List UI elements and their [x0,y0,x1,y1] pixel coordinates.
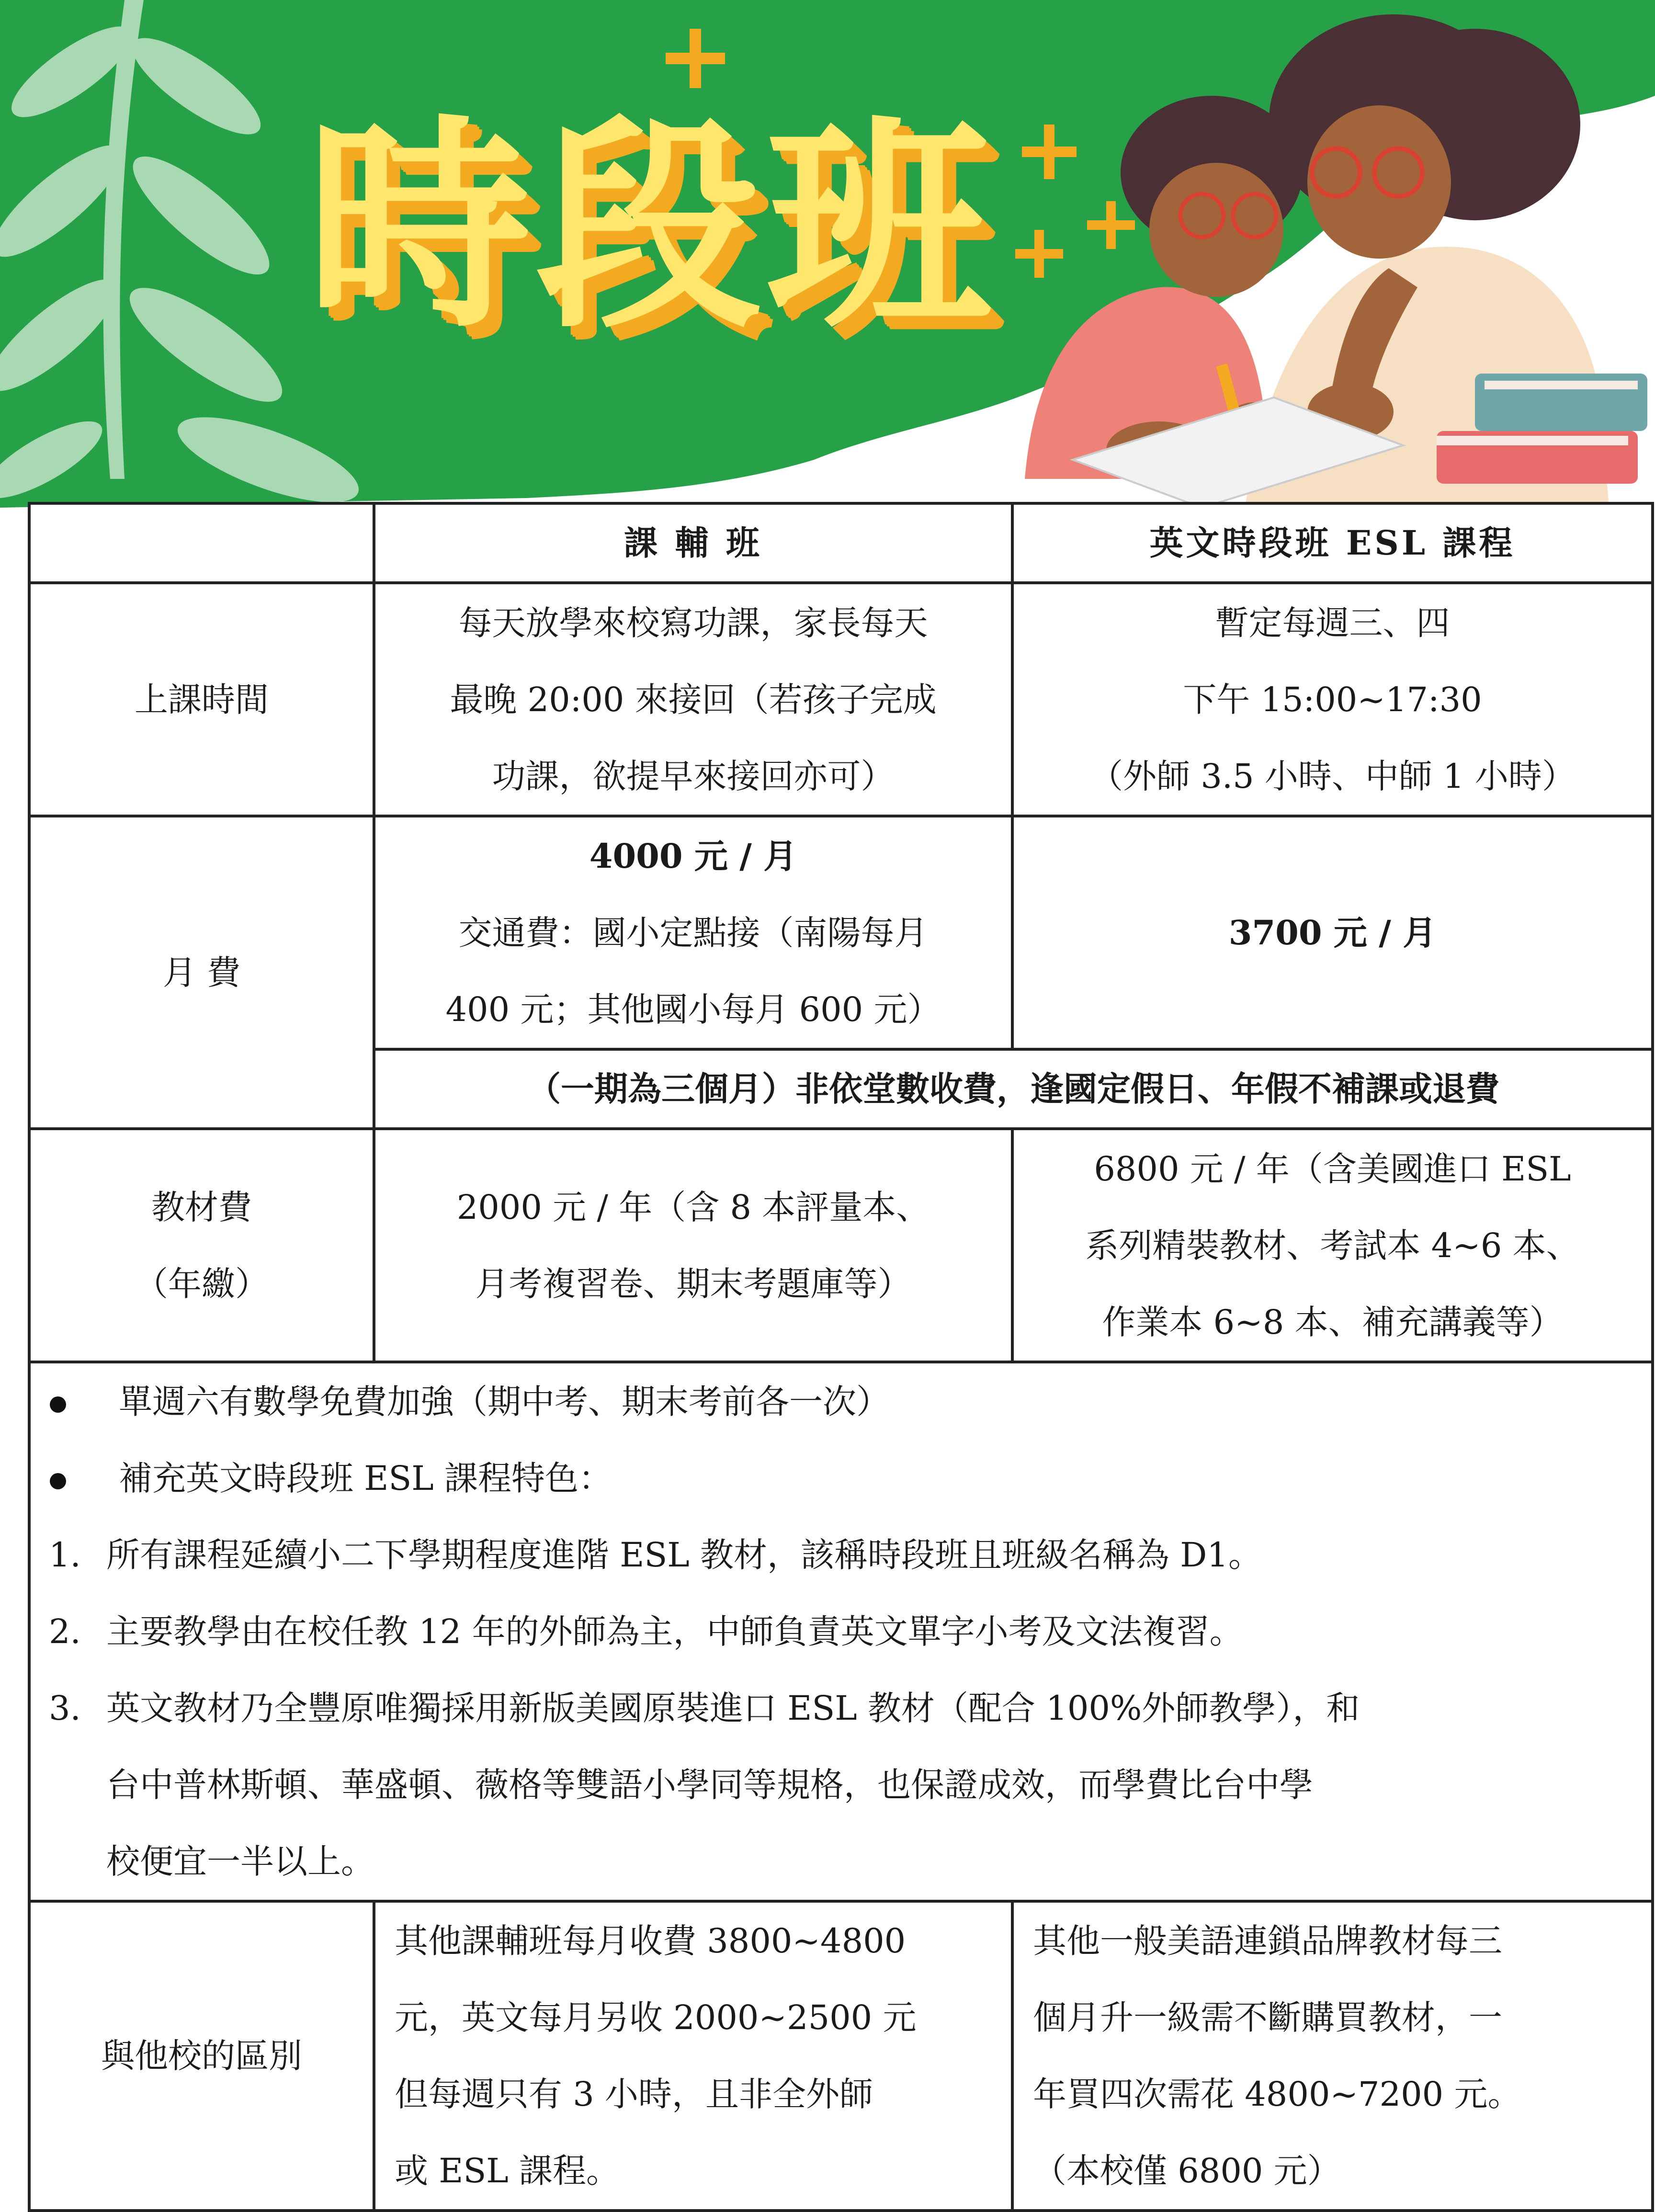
monthly-fee-tutoring-line: 4000 元 / 月 [589,836,797,876]
class-time-label: 上課時間 [29,583,374,816]
material-fee-tutoring [374,1129,1012,1362]
difference-tutoring-line: 或 ESL 課程。 [395,2151,620,2190]
class-time-esl-line: （外師 3.5 小時、中師 1 小時） [1089,756,1576,796]
material-fee-tutoring-line: 2000 元 / 年（含 8 本評量本、 [456,1187,930,1227]
note-item-text: 主要教學由在校任教 12 年的外師為主，中師負責英文單字小考及文法複習。 [106,1612,1243,1651]
table-header-row [29,503,1653,583]
class-time-tutoring-line: 每天放學來校寫功課，家長每天 [458,603,928,643]
header-esl: 英文時段班 ESL 課程 [1012,503,1653,583]
monthly-fee-tutoring-line: 400 元；其他國小每月 600 元） [445,989,941,1029]
note-item-continuation: 校便宜一半以上。 [106,1842,374,1881]
class-time-tutoring-line: 最晚 20:00 來接回（若孩子完成 [450,680,937,719]
page-title: 時段班 [306,96,996,358]
class-time-esl-line: 下午 15:00~17:30 [1183,680,1482,719]
monthly-fee-tutoring-line: 交通費：國小定點接（南陽每月 [458,913,928,953]
difference-tutoring [374,1901,1012,2211]
class-time-tutoring-line: 功課，欲提早來接回亦可） [492,756,895,796]
monthly-fee-row [29,816,1653,1049]
note-item-text: 所有課程延續小二下學期程度進階 ESL 教材，該稱時段班且班級名稱為 D1。 [106,1535,1262,1575]
material-fee-label [29,1129,374,1362]
notes-row [29,1362,1653,1901]
monthly-fee-note: （一期為三個月）非依堂數收費，逢國定假日、年假不補課或退費 [374,1049,1653,1129]
class-time-row [29,583,1653,816]
notes-cell [29,1362,1653,1901]
note-item [35,1670,1646,1747]
difference-label: 與他校的區別 [29,1901,374,2211]
difference-esl-line: 個月升一級需不斷購買教材，一 [1033,1998,1502,2037]
note-bullet-text: 補充英文時段班 ESL 課程特色： [119,1459,612,1498]
note-bullet-text: 單週六有數學免費加強（期中考、期末考前各一次） [119,1382,890,1421]
material-fee-esl-line: 作業本 6~8 本、補充講義等） [1102,1302,1563,1342]
course-comparison-table [28,502,1654,2212]
header-empty-cell [29,503,374,583]
monthly-fee-esl: 3700 元 / 月 [1012,816,1653,1049]
monthly-fee-label: 月 費 [29,816,374,1129]
bullet-dot-icon [50,1396,66,1413]
note-bullet [35,1363,1646,1440]
note-bullet [35,1440,1646,1517]
material-fee-esl-line: 6800 元 / 年（含美國進口 ESL [1094,1149,1571,1189]
difference-tutoring-line: 其他課輔班每月收費 3800~4800 [395,1921,906,1961]
note-item [35,1517,1646,1593]
monthly-fee-tutoring [374,816,1012,1049]
material-fee-esl [1012,1129,1653,1362]
material-fee-label-line: （年繳） [135,1264,269,1304]
difference-esl-line: 年買四次需花 4800~7200 元。 [1033,2075,1521,2114]
material-fee-esl-line: 系列精裝教材、考試本 4~6 本、 [1085,1225,1580,1265]
header-tutoring: 課 輔 班 [374,503,1012,583]
class-time-tutoring [374,583,1012,816]
material-fee-tutoring-line: 月考複習卷、期末考題庫等） [475,1264,911,1304]
note-item-number: 3. [49,1689,81,1728]
difference-esl-line: 其他一般美語連鎖品牌教材每三 [1033,1921,1502,1961]
material-fee-row [29,1129,1653,1362]
note-item-number: 2. [49,1612,81,1651]
difference-esl [1012,1901,1653,2211]
note-item [35,1593,1646,1670]
difference-esl-line: （本校僅 6800 元） [1033,2151,1341,2190]
note-item-continuation: 台中普林斯頓、華盛頓、薇格等雙語小學同等規格，也保證成效，而學費比台中學 [106,1765,1313,1804]
note-item-number: 1. [49,1535,81,1575]
note-item-text: 英文教材乃全豐原唯獨採用新版美國原裝進口 ESL 教材（配合 100%外師教學），和 [106,1689,1360,1728]
difference-tutoring-line: 但每週只有 3 小時，且非全外師 [395,2075,873,2114]
class-time-esl-line: 暫定每週三、四 [1215,603,1450,643]
difference-tutoring-line: 元，英文每月另收 2000~2500 元 [395,1998,917,2037]
difference-row [29,1901,1653,2211]
material-fee-label-line: 教材費 [151,1187,252,1227]
bullet-dot-icon [50,1473,66,1489]
class-time-esl [1012,583,1653,816]
